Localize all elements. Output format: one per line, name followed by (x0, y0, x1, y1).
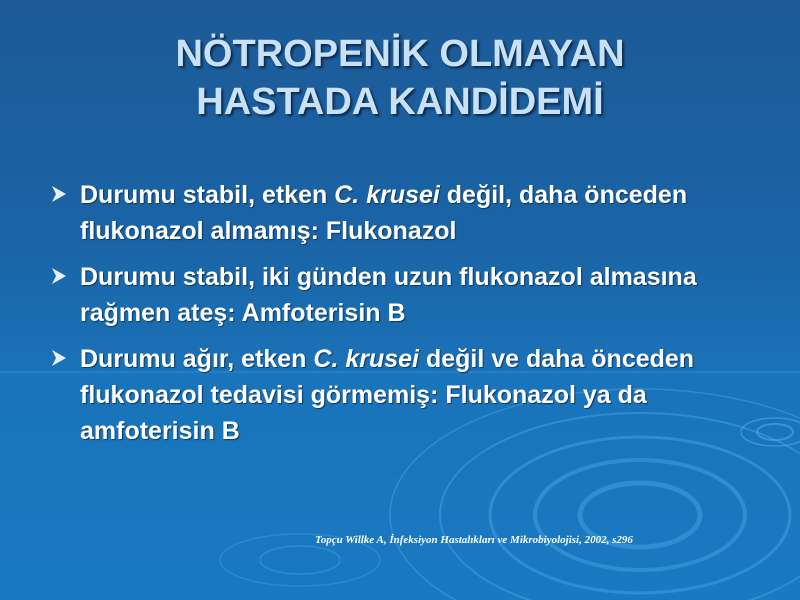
bullet-italic-1: C. krusei (334, 181, 440, 209)
bullet-italic-3: C. krusei (313, 345, 419, 373)
arrow-bullet-icon (50, 348, 68, 368)
arrow-bullet-icon (50, 266, 68, 286)
bullet-item-3 (50, 341, 740, 449)
slide-title (0, 30, 800, 126)
title-line-1: NÖTROPENİK OLMAYAN (175, 33, 625, 75)
citation: Topçu Willke A, İnfeksiyon Hastalıkları ve Mikrobiyolojisi, 2002, s296 (315, 534, 633, 546)
bullet-list (50, 177, 740, 459)
bullet-item-2 (50, 259, 740, 331)
bullet-text-1a: Durumu stabil, etken (80, 181, 335, 209)
bullet-item-1 (50, 177, 740, 249)
bullet-text-1b: değil, daha önceden flukonazol almamış: Flukonazol (80, 181, 688, 245)
bullet-text-3b: değil ve daha önceden flukonazol tedavisi görmemiş: Flukonazol ya da amfoterisin B (80, 345, 695, 445)
arrow-bullet-icon (50, 184, 68, 204)
bullet-text-2: Durumu stabil, iki günden uzun flukonazol almasına rağmen ateş: Amfoterisin B (80, 263, 697, 327)
title-line-2: HASTADA KANDİDEMİ (196, 81, 604, 123)
bullet-text-3a: Durumu ağır, etken (80, 345, 314, 373)
